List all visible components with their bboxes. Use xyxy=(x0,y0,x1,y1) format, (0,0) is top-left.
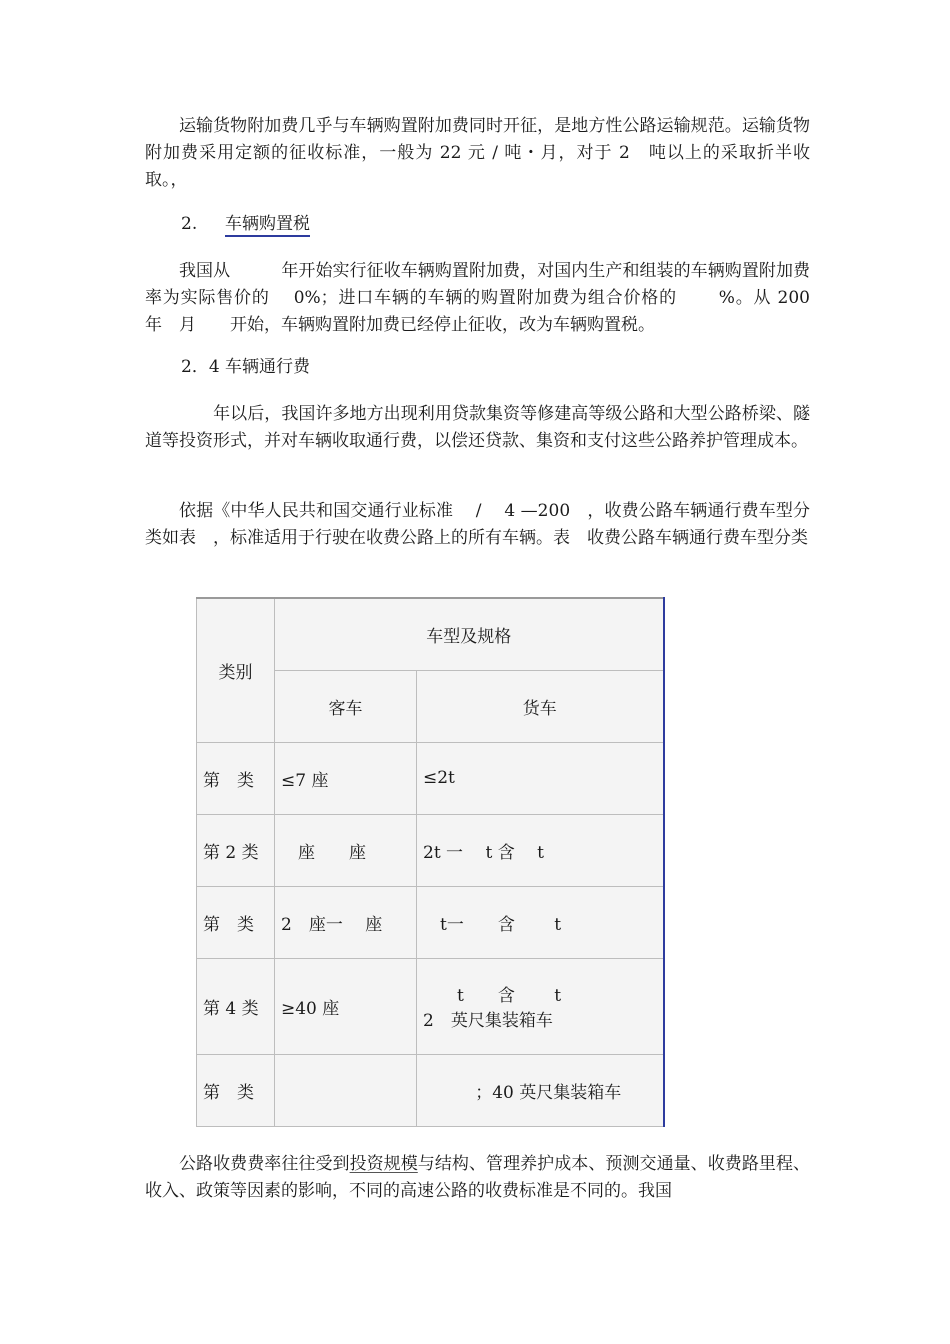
paragraph-purchase-surcharge: 我国从 年开始实行征收车辆购置附加费，对国内生产和组装的车辆购置附加费率为实际售价的 0%；进口车辆的车辆的购置附加费为组合价格的 %。从 200 年 月 开始，车辆购置附加费已经停止征收，改为车辆购置税。 xyxy=(145,261,827,335)
row-category: 第 类 xyxy=(197,1054,275,1126)
row-bus: 座 座 xyxy=(275,814,417,886)
purchase-tax-link[interactable]: 车辆购置税 xyxy=(225,214,310,237)
header-truck: 货车 xyxy=(417,670,664,742)
table-row xyxy=(197,1054,664,1126)
row-bus: ≤7 座 xyxy=(275,742,417,814)
table-row xyxy=(197,814,664,886)
row-bus: 2 座一 座 xyxy=(275,886,417,958)
section-number: 2. xyxy=(181,214,198,234)
paragraph-toll-history: 年以后，我国许多地方出现利用贷款集资等修建高等级公路和大型公路桥梁、隧道等投资形式，并对车辆收取通行费，以偿还贷款、集资和支付这些公路养护管理成本。 xyxy=(145,404,810,451)
row-bus xyxy=(275,1054,417,1126)
paragraph-cargo-surcharge: 运输货物附加费几乎与车辆购置附加费同时开征，是地方性公路运输规范。运输货物附加费采用定额的征收标准，一般为 22 元 / 吨・月，对于 2 吨以上的采取折半收取。， xyxy=(145,116,810,190)
toll-rates-text-a: 公路收费费率往往受到 xyxy=(179,1154,350,1174)
row-category: 第 4 类 xyxy=(197,958,275,1054)
row-category: 第 类 xyxy=(197,742,275,814)
row-truck: ≤2t xyxy=(417,742,664,814)
row-truck-multiline xyxy=(417,958,664,1054)
table-row xyxy=(197,742,664,814)
section-heading-toll: 2．4 车辆通行费 xyxy=(181,357,311,377)
paragraph-toll-rates xyxy=(145,1151,810,1205)
vehicle-classification-table xyxy=(196,597,665,1127)
header-category: 类别 xyxy=(197,598,275,742)
row-truck-line2: 2 英尺集装箱车 xyxy=(423,1011,553,1031)
investment-scale-link[interactable]: 投资规模 xyxy=(349,1154,418,1174)
row-truck: ；40 英尺集装箱车 xyxy=(417,1054,664,1126)
section-heading-purchase-tax xyxy=(181,211,310,238)
row-category: 第 类 xyxy=(197,886,275,958)
toll-rates-text-b: 与结构、管理养护成本、预测交通量、收费路里程、收入、政策等因素的影响，不同的高速公路的收费标准是不同的。我国 xyxy=(145,1154,811,1201)
table-row xyxy=(197,958,664,1054)
row-category: 第 2 类 xyxy=(197,814,275,886)
table-row xyxy=(197,886,664,958)
row-truck: t一 含 t xyxy=(417,886,664,958)
row-bus: ≥40 座 xyxy=(275,958,417,1054)
paragraph-toll-standard: 依据《中华人民共和国交通行业标准 / 4 —200 ，收费公路车辆通行费车型分类如表 ，标准适用于行驶在收费公路上的所有车辆。表 收费公路车辆通行费车型分类 xyxy=(145,501,810,548)
header-spec: 车型及规格 xyxy=(275,598,664,670)
row-truck: 2t 一 t 含 t xyxy=(417,814,664,886)
row-truck-line1: t 含 t xyxy=(423,986,562,1006)
header-bus: 客车 xyxy=(275,670,417,742)
